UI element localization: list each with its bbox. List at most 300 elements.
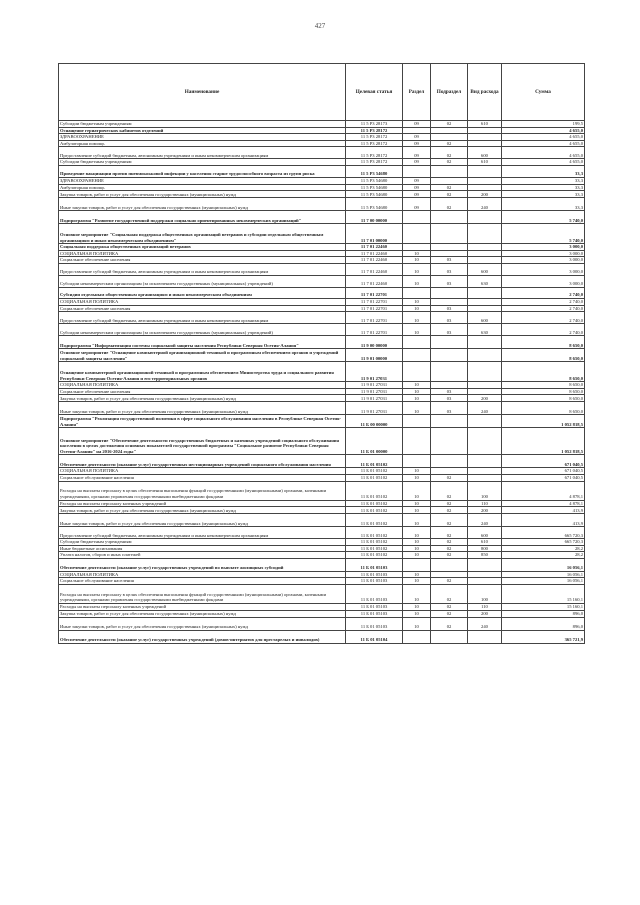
table-row bbox=[59, 244, 585, 251]
cell-name: Социальное обеспечение населения bbox=[59, 305, 346, 312]
table-row bbox=[59, 630, 585, 643]
cell-subsection: 02 bbox=[431, 527, 468, 539]
cell-exp-type: 110 bbox=[468, 604, 502, 611]
cell-sum: 896,0 bbox=[502, 610, 585, 617]
cell-name: СОЦИАЛЬНАЯ ПОЛИТИКА bbox=[59, 250, 346, 257]
cell-code: 11 Б 01 05104 bbox=[346, 630, 403, 643]
cell-subsection: 02 bbox=[431, 507, 468, 514]
cell-exp-type bbox=[468, 336, 502, 349]
cell-section bbox=[403, 558, 431, 571]
cell-sum: 2 740,0 bbox=[502, 324, 585, 336]
cell-sum: 16 056,1 bbox=[502, 571, 585, 578]
table-row bbox=[59, 305, 585, 312]
cell-subsection: 02 bbox=[431, 500, 468, 507]
cell-subsection bbox=[431, 349, 468, 362]
cell-code: 11 Б 01 05103 bbox=[346, 571, 403, 578]
cell-name: ЗДРАВООХРАНЕНИЕ bbox=[59, 177, 346, 184]
page-number: 427 bbox=[314, 22, 326, 30]
table-row bbox=[59, 382, 585, 389]
cell-name: Предоставление субсидий бюджетным, автономным учреждениям и иным некоммерческим организациям bbox=[59, 527, 346, 539]
cell-subsection bbox=[431, 571, 468, 578]
cell-sum: 3 000,0 bbox=[502, 257, 585, 264]
cell-subsection bbox=[431, 244, 468, 251]
cell-code: 11 9 01 27031 bbox=[346, 362, 403, 382]
cell-sum: 365 721,9 bbox=[502, 630, 585, 643]
cell-sum: 671 040,5 bbox=[502, 474, 585, 481]
cell-exp-type bbox=[468, 388, 502, 395]
cell-section: 09 bbox=[403, 177, 431, 184]
cell-section: 10 bbox=[403, 275, 431, 287]
cell-name: Уплата налогов, сборов и иных платежей bbox=[59, 552, 346, 559]
cell-code: 11 Б 01 05103 bbox=[346, 604, 403, 611]
table-row bbox=[59, 514, 585, 527]
cell-code: 11 7 01 22460 bbox=[346, 244, 403, 251]
cell-section: 10 bbox=[403, 474, 431, 481]
cell-section: 10 bbox=[403, 395, 431, 402]
cell-exp-type bbox=[468, 140, 502, 147]
cell-section: 10 bbox=[403, 402, 431, 415]
cell-exp-type: 800 bbox=[468, 545, 502, 552]
cell-sum: 2 740,0 bbox=[502, 305, 585, 312]
cell-name: Иные бюджетные ассигнования bbox=[59, 545, 346, 552]
cell-exp-type bbox=[468, 349, 502, 362]
table-row bbox=[59, 388, 585, 395]
cell-name: СОЦИАЛЬНАЯ ПОЛИТИКА bbox=[59, 468, 346, 475]
cell-subsection bbox=[431, 134, 468, 141]
cell-name: Социальное обеспечение населения bbox=[59, 257, 346, 264]
cell-code: 11 Б 01 05102 bbox=[346, 552, 403, 559]
cell-exp-type bbox=[468, 127, 502, 134]
cell-subsection bbox=[431, 287, 468, 298]
cell-code: 11 Б 01 05102 bbox=[346, 474, 403, 481]
cell-exp-type: 850 bbox=[468, 552, 502, 559]
cell-exp-type: 610 bbox=[468, 159, 502, 166]
cell-sum: 3 000,0 bbox=[502, 275, 585, 287]
cell-subsection: 02 bbox=[431, 545, 468, 552]
cell-exp-type bbox=[468, 224, 502, 244]
table-row bbox=[59, 402, 585, 415]
cell-name: Иные закупки товаров, работ и услуг для обеспечения государственных (муниципальных) нужд bbox=[59, 617, 346, 630]
table-row bbox=[59, 312, 585, 324]
cell-sum: 4 655,0 bbox=[502, 127, 585, 134]
cell-exp-type bbox=[468, 184, 502, 191]
table-row bbox=[59, 507, 585, 514]
cell-exp-type: 200 bbox=[468, 395, 502, 402]
table-row bbox=[59, 539, 585, 546]
cell-subsection: 02 bbox=[431, 604, 468, 611]
cell-section: 09 bbox=[403, 140, 431, 147]
cell-code: 11 5 Р3 28172 bbox=[346, 147, 403, 159]
cell-name: СОЦИАЛЬНАЯ ПОЛИТИКА bbox=[59, 571, 346, 578]
cell-sum: 4 655,0 bbox=[502, 140, 585, 147]
cell-sum: 4 878,1 bbox=[502, 500, 585, 507]
table-row bbox=[59, 500, 585, 507]
cell-code: 11 5 Р3 28173 bbox=[346, 121, 403, 128]
cell-sum: 8 650,0 bbox=[502, 382, 585, 389]
cell-subsection bbox=[431, 165, 468, 177]
cell-section: 09 bbox=[403, 198, 431, 211]
table-row bbox=[59, 159, 585, 166]
cell-code: 11 7 01 22701 bbox=[346, 312, 403, 324]
cell-exp-type: 100 bbox=[468, 585, 502, 604]
cell-subsection: 02 bbox=[431, 140, 468, 147]
table-row bbox=[59, 336, 585, 349]
cell-name: Субсидии бюджетным учреждениям bbox=[59, 121, 346, 128]
cell-exp-type bbox=[468, 165, 502, 177]
cell-code: 11 7 01 22460 bbox=[346, 275, 403, 287]
cell-code: 11 Б 01 05102 bbox=[346, 527, 403, 539]
cell-code: 11 9 01 27031 bbox=[346, 395, 403, 402]
cell-code: 11 7 01 22701 bbox=[346, 324, 403, 336]
table-row bbox=[59, 165, 585, 177]
header-sum: Сумма bbox=[502, 64, 585, 121]
cell-section: 10 bbox=[403, 578, 431, 585]
cell-section: 09 bbox=[403, 184, 431, 191]
cell-subsection bbox=[431, 362, 468, 382]
cell-exp-type: 240 bbox=[468, 514, 502, 527]
cell-section: 10 bbox=[403, 571, 431, 578]
cell-code: 11 5 Р3 28172 bbox=[346, 127, 403, 134]
cell-section bbox=[403, 349, 431, 362]
cell-subsection: 02 bbox=[431, 617, 468, 630]
cell-subsection bbox=[431, 428, 468, 455]
cell-subsection: 02 bbox=[431, 191, 468, 198]
cell-sum: 8 650,0 bbox=[502, 336, 585, 349]
table-row bbox=[59, 617, 585, 630]
cell-name: Предоставление субсидий бюджетным, автономным учреждениям и иным некоммерческим организациям bbox=[59, 312, 346, 324]
table-row bbox=[59, 211, 585, 224]
cell-section bbox=[403, 244, 431, 251]
cell-name: Предоставление субсидий бюджетным, автономным учреждениям и иным некоммерческим организациям bbox=[59, 263, 346, 275]
cell-name: Социальное обеспечение населения bbox=[59, 388, 346, 395]
cell-exp-type: 110 bbox=[468, 500, 502, 507]
cell-exp-type bbox=[468, 305, 502, 312]
cell-name: Оснащение гериатрических кабинетов отделений bbox=[59, 127, 346, 134]
cell-code: 11 Б 01 05102 bbox=[346, 468, 403, 475]
cell-code: 11 Б 01 05102 bbox=[346, 500, 403, 507]
cell-section bbox=[403, 336, 431, 349]
cell-subsection: 02 bbox=[431, 539, 468, 546]
cell-exp-type bbox=[468, 415, 502, 428]
cell-exp-type: 600 bbox=[468, 263, 502, 275]
cell-name: Подпрограмма "Реализация государственной политики в сфере социального обслуживания населения в Республике Северная Осетия-Алания" bbox=[59, 415, 346, 428]
cell-sum: 8 650,0 bbox=[502, 349, 585, 362]
cell-exp-type: 200 bbox=[468, 610, 502, 617]
cell-exp-type bbox=[468, 244, 502, 251]
cell-name: СОЦИАЛЬНАЯ ПОЛИТИКА bbox=[59, 382, 346, 389]
cell-section: 10 bbox=[403, 250, 431, 257]
cell-subsection bbox=[431, 127, 468, 134]
cell-subsection bbox=[431, 468, 468, 475]
cell-code: 11 Б 00 00000 bbox=[346, 415, 403, 428]
header-name: Наименование bbox=[59, 64, 346, 121]
cell-sum: 2 740,0 bbox=[502, 312, 585, 324]
cell-name: Обеспечение деятельности (оказание услуг) государственных нестационарных учреждений социального обслуживания населения bbox=[59, 455, 346, 468]
cell-subsection: 03 bbox=[431, 263, 468, 275]
cell-code: 11 7 01 22701 bbox=[346, 298, 403, 305]
table-row bbox=[59, 604, 585, 611]
cell-subsection: 02 bbox=[431, 147, 468, 159]
cell-subsection: 02 bbox=[431, 184, 468, 191]
cell-exp-type bbox=[468, 134, 502, 141]
cell-exp-type: 600 bbox=[468, 312, 502, 324]
cell-exp-type: 600 bbox=[468, 147, 502, 159]
cell-sum: 28,2 bbox=[502, 545, 585, 552]
cell-exp-type bbox=[468, 578, 502, 585]
cell-subsection: 03 bbox=[431, 257, 468, 264]
cell-exp-type: 100 bbox=[468, 481, 502, 500]
cell-exp-type bbox=[468, 211, 502, 224]
budget-table bbox=[58, 63, 585, 644]
cell-sum: 15 160,1 bbox=[502, 604, 585, 611]
table-row bbox=[59, 127, 585, 134]
cell-subsection: 03 bbox=[431, 402, 468, 415]
cell-exp-type: 630 bbox=[468, 324, 502, 336]
table-row bbox=[59, 552, 585, 559]
cell-section: 10 bbox=[403, 468, 431, 475]
cell-subsection bbox=[431, 630, 468, 643]
cell-subsection: 02 bbox=[431, 481, 468, 500]
cell-subsection: 02 bbox=[431, 578, 468, 585]
cell-name: Обеспечение деятельности (оказание услуг) государственных учреждений (домов-интернатов для престарелых и инвалидов) bbox=[59, 630, 346, 643]
cell-name: Социальная поддержка общественных организаций ветеранов bbox=[59, 244, 346, 251]
table-row bbox=[59, 428, 585, 455]
cell-code: 11 7 01 22701 bbox=[346, 287, 403, 298]
cell-code: 11 Б 01 05102 bbox=[346, 514, 403, 527]
cell-name: СОЦИАЛЬНАЯ ПОЛИТИКА bbox=[59, 298, 346, 305]
header-subsection: Подраздел bbox=[431, 64, 468, 121]
cell-name: Закупка товаров, работ и услуг для обеспечения государственных (муниципальных) нужд bbox=[59, 610, 346, 617]
cell-sum: 8 650,0 bbox=[502, 395, 585, 402]
cell-name: Закупка товаров, работ и услуг для обеспечения государственных (муниципальных) нужд bbox=[59, 507, 346, 514]
cell-subsection bbox=[431, 177, 468, 184]
table-row bbox=[59, 395, 585, 402]
table-row bbox=[59, 191, 585, 198]
cell-name: Субсидии отдельным общественным организациям и иным некоммерческим объединениям bbox=[59, 287, 346, 298]
cell-subsection: 02 bbox=[431, 552, 468, 559]
cell-sum: 33,3 bbox=[502, 191, 585, 198]
cell-code: 11 9 01 00000 bbox=[346, 349, 403, 362]
cell-name: Расходы на выплаты персоналу казенных учреждений bbox=[59, 604, 346, 611]
cell-subsection: 03 bbox=[431, 312, 468, 324]
cell-name: Иные закупки товаров, работ и услуг для обеспечения государственных (муниципальных) нужд bbox=[59, 198, 346, 211]
cell-section: 10 bbox=[403, 305, 431, 312]
cell-sum: 4 878,1 bbox=[502, 481, 585, 500]
cell-code: 11 7 01 22701 bbox=[346, 305, 403, 312]
cell-sum: 28,2 bbox=[502, 552, 585, 559]
cell-section: 09 bbox=[403, 159, 431, 166]
cell-section: 10 bbox=[403, 481, 431, 500]
cell-code: 11 5 Р3 28172 bbox=[346, 134, 403, 141]
cell-name: Социальное обслуживание населения bbox=[59, 474, 346, 481]
cell-exp-type bbox=[468, 428, 502, 455]
cell-code: 11 Б 01 05103 bbox=[346, 585, 403, 604]
cell-name: Социальное обслуживание населения bbox=[59, 578, 346, 585]
cell-name: Оснащение компьютерной организационной техникой и программным обеспечением Министерства труда и социального развития Республики Северная Осетия-Алания и его территориальных органов bbox=[59, 362, 346, 382]
cell-section bbox=[403, 287, 431, 298]
cell-code: 11 9 00 00000 bbox=[346, 336, 403, 349]
cell-sum: 33,3 bbox=[502, 198, 585, 211]
cell-sum: 33,3 bbox=[502, 165, 585, 177]
cell-code: 11 5 Р3 54680 bbox=[346, 191, 403, 198]
cell-name: Субсидии некоммерческим организациям (за исключением государственных (муниципальных) учреждений) bbox=[59, 324, 346, 336]
table-row bbox=[59, 324, 585, 336]
cell-section: 10 bbox=[403, 552, 431, 559]
cell-name: Основное мероприятие "Обеспечение деятельности государственных бюджетных и казенных учреждений социального обслуживания населения в целях достижения основных показателей государственной программы "Социальное развитие Республики Северная Осетия-Алания" на 2016-2024 годы" bbox=[59, 428, 346, 455]
cell-sum: 33,3 bbox=[502, 177, 585, 184]
table-row bbox=[59, 184, 585, 191]
table-row bbox=[59, 121, 585, 128]
cell-section bbox=[403, 455, 431, 468]
cell-section: 10 bbox=[403, 617, 431, 630]
cell-sum: 199,5 bbox=[502, 121, 585, 128]
cell-code: 11 7 00 00000 bbox=[346, 211, 403, 224]
cell-section: 09 bbox=[403, 121, 431, 128]
cell-exp-type bbox=[468, 287, 502, 298]
cell-exp-type bbox=[468, 362, 502, 382]
table-row bbox=[59, 275, 585, 287]
cell-name: Подпрограмма "Развитие государственной поддержки социально ориентированных некоммерческих организаций" bbox=[59, 211, 346, 224]
table-row bbox=[59, 362, 585, 382]
cell-section: 10 bbox=[403, 382, 431, 389]
cell-section bbox=[403, 362, 431, 382]
cell-exp-type: 240 bbox=[468, 402, 502, 415]
table-row bbox=[59, 224, 585, 244]
table-row bbox=[59, 147, 585, 159]
cell-subsection bbox=[431, 415, 468, 428]
cell-code: 11 Б 01 05103 bbox=[346, 558, 403, 571]
cell-sum: 1 052 818,5 bbox=[502, 428, 585, 455]
cell-name: Субсидии бюджетным учреждениям bbox=[59, 159, 346, 166]
cell-sum: 1 052 818,5 bbox=[502, 415, 585, 428]
table-row bbox=[59, 578, 585, 585]
cell-subsection bbox=[431, 298, 468, 305]
cell-code: 11 9 01 27031 bbox=[346, 388, 403, 395]
cell-sum: 896,0 bbox=[502, 617, 585, 630]
cell-sum: 671 040,5 bbox=[502, 468, 585, 475]
cell-name: Основное мероприятие "Оснащение компьютерной организационной техникой и программным обеспечением органов и учреждений социальной защиты населения" bbox=[59, 349, 346, 362]
table-header-row bbox=[59, 64, 585, 121]
cell-subsection: 03 bbox=[431, 324, 468, 336]
cell-exp-type: 610 bbox=[468, 539, 502, 546]
cell-code: 11 Б 01 05103 bbox=[346, 617, 403, 630]
table-row bbox=[59, 415, 585, 428]
cell-sum: 5 740,0 bbox=[502, 224, 585, 244]
cell-name: Иные закупки товаров, работ и услуг для обеспечения государственных (муниципальных) нужд bbox=[59, 402, 346, 415]
cell-subsection: 03 bbox=[431, 388, 468, 395]
cell-exp-type bbox=[468, 558, 502, 571]
table-row bbox=[59, 585, 585, 604]
header-section: Раздел bbox=[403, 64, 431, 121]
table-body bbox=[59, 121, 585, 644]
cell-sum: 2 740,0 bbox=[502, 287, 585, 298]
cell-section: 10 bbox=[403, 514, 431, 527]
cell-section: 09 bbox=[403, 134, 431, 141]
cell-section: 10 bbox=[403, 257, 431, 264]
cell-subsection: 02 bbox=[431, 159, 468, 166]
cell-sum: 665 720,3 bbox=[502, 539, 585, 546]
cell-sum: 8 650,0 bbox=[502, 362, 585, 382]
cell-code: 11 5 Р3 28172 bbox=[346, 159, 403, 166]
cell-section bbox=[403, 211, 431, 224]
table-row bbox=[59, 177, 585, 184]
cell-exp-type: 200 bbox=[468, 507, 502, 514]
cell-sum: 4 655,0 bbox=[502, 134, 585, 141]
header-exp-type: Вид расхода bbox=[468, 64, 502, 121]
cell-code: 11 5 Р3 54680 bbox=[346, 177, 403, 184]
cell-subsection: 02 bbox=[431, 198, 468, 211]
cell-subsection: 03 bbox=[431, 395, 468, 402]
cell-sum: 3 000,0 bbox=[502, 263, 585, 275]
cell-code: 11 9 01 27031 bbox=[346, 402, 403, 415]
cell-exp-type: 630 bbox=[468, 275, 502, 287]
cell-section: 10 bbox=[403, 388, 431, 395]
cell-subsection bbox=[431, 455, 468, 468]
cell-section: 10 bbox=[403, 500, 431, 507]
cell-section: 10 bbox=[403, 604, 431, 611]
cell-subsection bbox=[431, 250, 468, 257]
cell-sum: 413,9 bbox=[502, 514, 585, 527]
cell-code: 11 Б 01 00000 bbox=[346, 428, 403, 455]
cell-section bbox=[403, 415, 431, 428]
cell-sum: 665 720,3 bbox=[502, 527, 585, 539]
cell-section: 10 bbox=[403, 263, 431, 275]
cell-subsection: 02 bbox=[431, 514, 468, 527]
cell-sum: 3 000,0 bbox=[502, 250, 585, 257]
cell-section: 10 bbox=[403, 298, 431, 305]
cell-section: 09 bbox=[403, 147, 431, 159]
cell-section: 09 bbox=[403, 191, 431, 198]
table-row bbox=[59, 349, 585, 362]
cell-exp-type: 240 bbox=[468, 198, 502, 211]
cell-code: 11 Б 01 05102 bbox=[346, 455, 403, 468]
cell-exp-type bbox=[468, 257, 502, 264]
cell-subsection: 02 bbox=[431, 610, 468, 617]
cell-name: Проведение вакцинации против пневмококковой инфекции у населения старше трудоспособного возраста из групп риска bbox=[59, 165, 346, 177]
table-row bbox=[59, 468, 585, 475]
cell-sum: 4 655,0 bbox=[502, 147, 585, 159]
table-row bbox=[59, 610, 585, 617]
cell-section: 10 bbox=[403, 585, 431, 604]
cell-sum: 15 160,1 bbox=[502, 585, 585, 604]
cell-name: Расходы на выплаты персоналу в целях обеспечения выполнения функций государственными (муниципальными) органами, казенными учреждениями, органами управления государственными внебюджетными фондами bbox=[59, 585, 346, 604]
cell-subsection bbox=[431, 211, 468, 224]
cell-section bbox=[403, 428, 431, 455]
cell-subsection bbox=[431, 336, 468, 349]
cell-subsection: 02 bbox=[431, 585, 468, 604]
cell-exp-type bbox=[468, 468, 502, 475]
cell-exp-type: 240 bbox=[468, 617, 502, 630]
cell-section: 10 bbox=[403, 312, 431, 324]
cell-sum: 413,9 bbox=[502, 507, 585, 514]
cell-subsection: 03 bbox=[431, 275, 468, 287]
cell-code: 11 Б 01 05102 bbox=[346, 507, 403, 514]
table-row bbox=[59, 198, 585, 211]
cell-sum: 16 056,1 bbox=[502, 578, 585, 585]
table-row bbox=[59, 545, 585, 552]
header-code: Целевая статья bbox=[346, 64, 403, 121]
cell-subsection bbox=[431, 558, 468, 571]
cell-code: 11 5 Р3 54680 bbox=[346, 184, 403, 191]
cell-exp-type: 610 bbox=[468, 121, 502, 128]
cell-name: Субсидии бюджетным учреждениям bbox=[59, 539, 346, 546]
cell-sum: 5 740,0 bbox=[502, 211, 585, 224]
cell-exp-type bbox=[468, 177, 502, 184]
table-row bbox=[59, 298, 585, 305]
cell-sum: 16 056,1 bbox=[502, 558, 585, 571]
cell-name: Расходы на выплаты персоналу в целях обеспечения выполнения функций государственными (муниципальными) органами, казенными учреждениями, органами управления государственными внебюджетными фондами bbox=[59, 481, 346, 500]
table-row bbox=[59, 558, 585, 571]
